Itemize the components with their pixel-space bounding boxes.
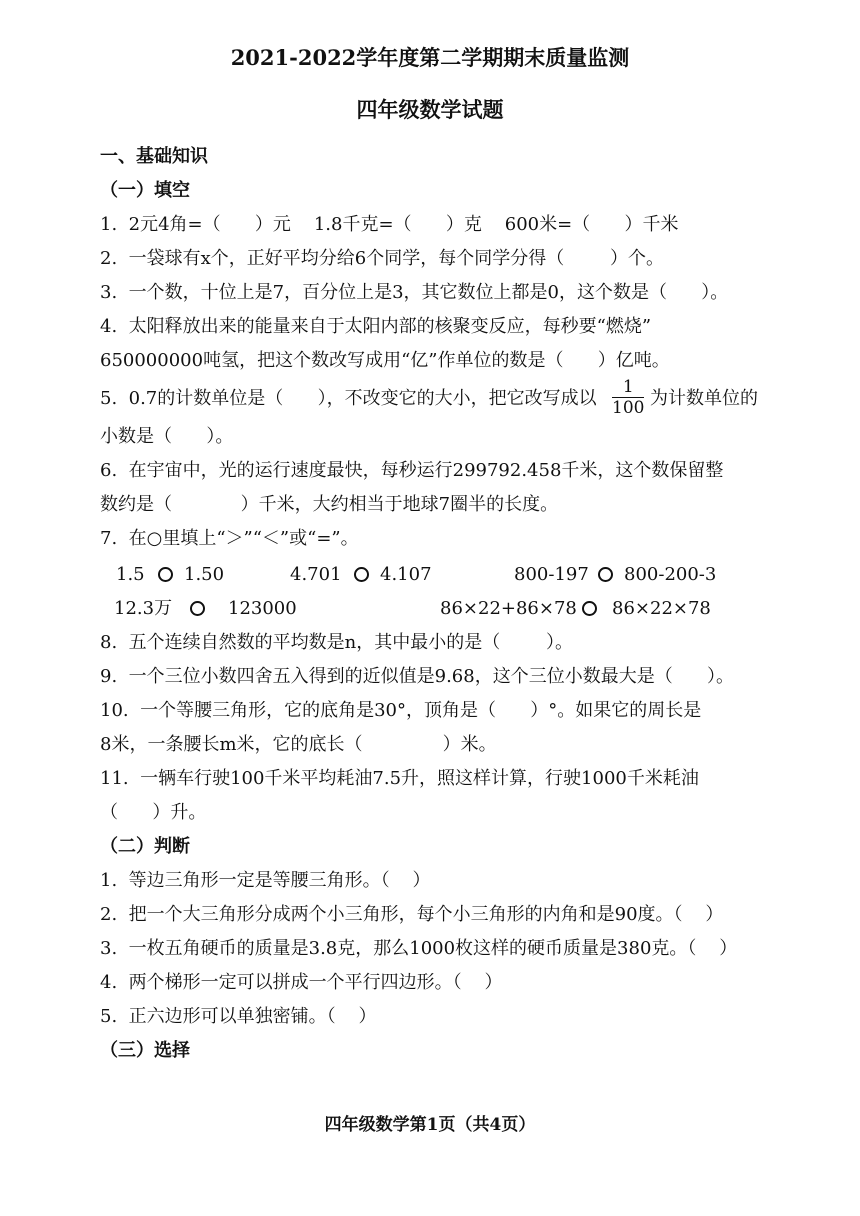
question-fill-2: 2. 一袋球有x个，正好平均分给6个同学，每个同学分得（ ）个。 (100, 248, 664, 269)
question-judge-3: 3. 一枚五角硬币的质量是3.8克，那么1000枚这样的硬币质量是380克。（ ） (100, 938, 738, 959)
question-fill-6-line2: 数约是（ ）千米，大约相当于地球7圈半的长度。 (100, 494, 559, 515)
compare-circle-4[interactable] (190, 601, 205, 616)
compare-left-3: 800-197 (514, 564, 589, 585)
part-heading-choice: （三）选择 (100, 1040, 190, 1061)
question-judge-2: 2. 把一个大三角形分成两个小三角形，每个小三角形的内角和是90度。（ ） (100, 904, 724, 925)
question-fill-11-line1: 11. 一辆车行驶100千米平均耗油7.5升，照这样计算，行驶1000千米耗油 (100, 768, 699, 789)
compare-left-1: 1.5 (116, 564, 145, 585)
compare-right-2: 4.107 (380, 564, 432, 585)
question-fill-9: 9. 一个三位小数四舍五入得到的近似值是9.68，这个三位小数最大是（ ）。 (100, 666, 735, 687)
compare-right-4: 123000 (228, 598, 297, 619)
question-fill-4-line2: 650000000吨氢，把这个数改写成用“亿”作单位的数是（ ）亿吨。 (100, 350, 670, 371)
exam-subtitle: 四年级数学试题 (356, 97, 504, 122)
compare-right-5: 86×22×78 (612, 598, 711, 619)
compare-right-1: 1.50 (184, 564, 225, 585)
fraction-one-hundredth (612, 377, 644, 418)
question-fill-1: 1. 2元4角=（ ）元 1.8千克=（ ）克 600米=（ ）千米 (100, 214, 679, 235)
fraction-denominator: 100 (612, 398, 645, 418)
question-fill-10-line2: 8米，一条腰长m米，它的底长（ ）米。 (100, 734, 497, 755)
question-fill-8: 8. 五个连续自然数的平均数是n，其中最小的是（ ）。 (100, 632, 573, 653)
question-fill-5-line2: 小数是（ ）。 (100, 426, 234, 447)
compare-circle-5[interactable] (582, 601, 597, 616)
compare-right-3: 800-200-3 (624, 564, 717, 585)
compare-circle-3[interactable] (598, 567, 613, 582)
section-heading-basics: 一、基础知识 (100, 146, 208, 167)
page-footer: 四年级数学第1页（共4页） (324, 1115, 536, 1135)
question-judge-5: 5. 正六边形可以单独密铺。（ ） (100, 1006, 377, 1027)
question-fill-10-line1: 10. 一个等腰三角形，它的底角是30°，顶角是（ ）°。如果它的周长是 (100, 700, 702, 721)
question-fill-5-line1a: 5. 0.7的计数单位是（ ），不改变它的大小，把它改写成以 (100, 388, 597, 409)
compare-left-5: 86×22+86×78 (440, 598, 577, 619)
question-judge-4: 4. 两个梯形一定可以拼成一个平行四边形。（ ） (100, 972, 503, 993)
question-fill-3: 3. 一个数，十位上是7，百分位上是3，其它数位上都是0，这个数是（ ）。 (100, 282, 729, 303)
question-fill-4-line1: 4. 太阳释放出来的能量来自于太阳内部的核聚变反应，每秒要“燃烧” (100, 316, 652, 337)
exam-title: 2021-2022学年度第二学期期末质量监测 (230, 45, 630, 70)
compare-circle-1[interactable] (158, 567, 173, 582)
question-judge-1: 1. 等边三角形一定是等腰三角形。（ ） (100, 870, 431, 891)
compare-left-4: 12.3万 (114, 598, 173, 619)
question-fill-11-line2: （ ）升。 (100, 802, 207, 823)
part-heading-fill-blank: （一）填空 (100, 180, 190, 201)
part-heading-judge: （二）判断 (100, 836, 190, 857)
compare-circle-2[interactable] (354, 567, 369, 582)
question-fill-7: 7. 在○里填上“＞”“＜”或“=”。 (100, 528, 359, 549)
question-fill-5-line1b: 为计数单位的 (650, 388, 758, 409)
fraction-numerator: 1 (612, 377, 644, 398)
question-fill-6-line1: 6. 在宇宙中，光的运行速度最快，每秒运行299792.458千米，这个数保留整 (100, 460, 724, 481)
compare-left-2: 4.701 (290, 564, 342, 585)
